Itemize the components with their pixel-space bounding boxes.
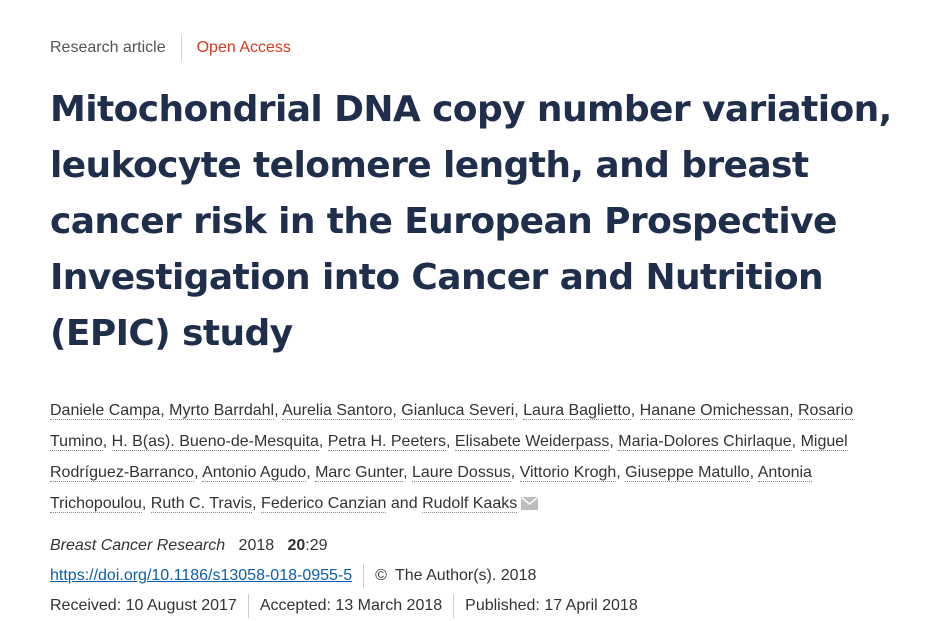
copyright-text: The Author(s). 2018 [394, 567, 537, 584]
author-link[interactable]: Antonio Agudo [202, 464, 307, 481]
author-link[interactable]: Federico Canzian [261, 495, 387, 512]
author-separator: , [403, 464, 412, 481]
author-link[interactable]: Antonia Trichopoulou [50, 464, 812, 512]
author-link[interactable]: Daniele Campa [50, 402, 161, 419]
article-number: :29 [305, 537, 328, 554]
author-link[interactable]: Laure Dossus [412, 464, 511, 481]
envelope-icon[interactable] [521, 490, 538, 521]
author-separator: , [252, 495, 262, 512]
journal-name: Breast Cancer Research [50, 537, 226, 554]
article-meta-top [50, 35, 894, 61]
accepted-date: Accepted: 13 March 2018 [259, 597, 443, 614]
author-separator: , [616, 464, 626, 481]
author-separator: , [306, 464, 316, 481]
author-link[interactable]: Miguel Rodríguez-Barranco [50, 433, 848, 481]
author-separator: , [392, 402, 402, 419]
copyright-symbol: © [375, 567, 387, 584]
author-separator: , [630, 402, 640, 419]
author-separator: , [791, 433, 801, 450]
article-type: Research article [50, 39, 166, 56]
author-link[interactable]: Elisabete Weiderpass [454, 433, 610, 450]
author-link[interactable]: Gianluca Severi [401, 402, 515, 419]
doi-line [50, 561, 894, 591]
doi-link[interactable]: https://doi.org/10.1186/s13058-018-0955-5 [50, 567, 353, 584]
citation-line [50, 531, 894, 561]
author-separator: , [789, 402, 798, 419]
author-link[interactable]: Laura Baglietto [523, 402, 631, 419]
author-link[interactable]: Vittorio Krogh [519, 464, 617, 481]
author-link[interactable]: Giuseppe Matullo [625, 464, 750, 481]
author-separator: , [194, 464, 203, 481]
author-separator: , [514, 402, 524, 419]
divider [453, 594, 454, 618]
volume-number: 20 [287, 537, 306, 554]
divider [363, 564, 364, 588]
author-separator: , [318, 433, 328, 450]
author-link[interactable]: Hanane Omichessan [639, 402, 790, 419]
divider [248, 594, 249, 618]
author-link[interactable]: Rosario Tumino [50, 402, 854, 450]
author-link[interactable]: Myrto Barrdahl [169, 402, 275, 419]
author-link[interactable]: Rudolf Kaaks [422, 495, 518, 512]
author-link[interactable]: H. B(as). Bueno-de-Mesquita [111, 433, 319, 450]
author-list [50, 395, 910, 521]
author-link[interactable]: Maria-Dolores Chirlaque [618, 433, 792, 450]
author-conjunction: and [390, 495, 418, 512]
author-separator: , [102, 433, 112, 450]
author-separator: , [510, 464, 520, 481]
author-link[interactable]: Petra H. Peeters [327, 433, 447, 450]
author-separator: , [160, 402, 170, 419]
received-date: Received: 10 August 2017 [50, 597, 237, 614]
author-separator: , [274, 402, 283, 419]
author-link[interactable]: Marc Gunter [315, 464, 404, 481]
author-separator: , [446, 433, 455, 450]
author-link[interactable]: Ruth C. Travis [150, 495, 253, 512]
open-access-label: Open Access [196, 39, 291, 56]
article-title: Mitochondrial DNA copy number variation, leukocyte telomere length, and breast cancer risk in the European Prospective Investigation into Cancer and Nutrition (EPIC) study [50, 89, 892, 354]
author-separator: , [749, 464, 758, 481]
author-separator: , [609, 433, 619, 450]
dates-line [50, 591, 894, 621]
publication-year: 2018 [238, 537, 275, 554]
author-link[interactable]: Aurelia Santoro [282, 402, 393, 419]
published-date: Published: 17 April 2018 [465, 597, 638, 614]
author-separator: , [141, 495, 151, 512]
